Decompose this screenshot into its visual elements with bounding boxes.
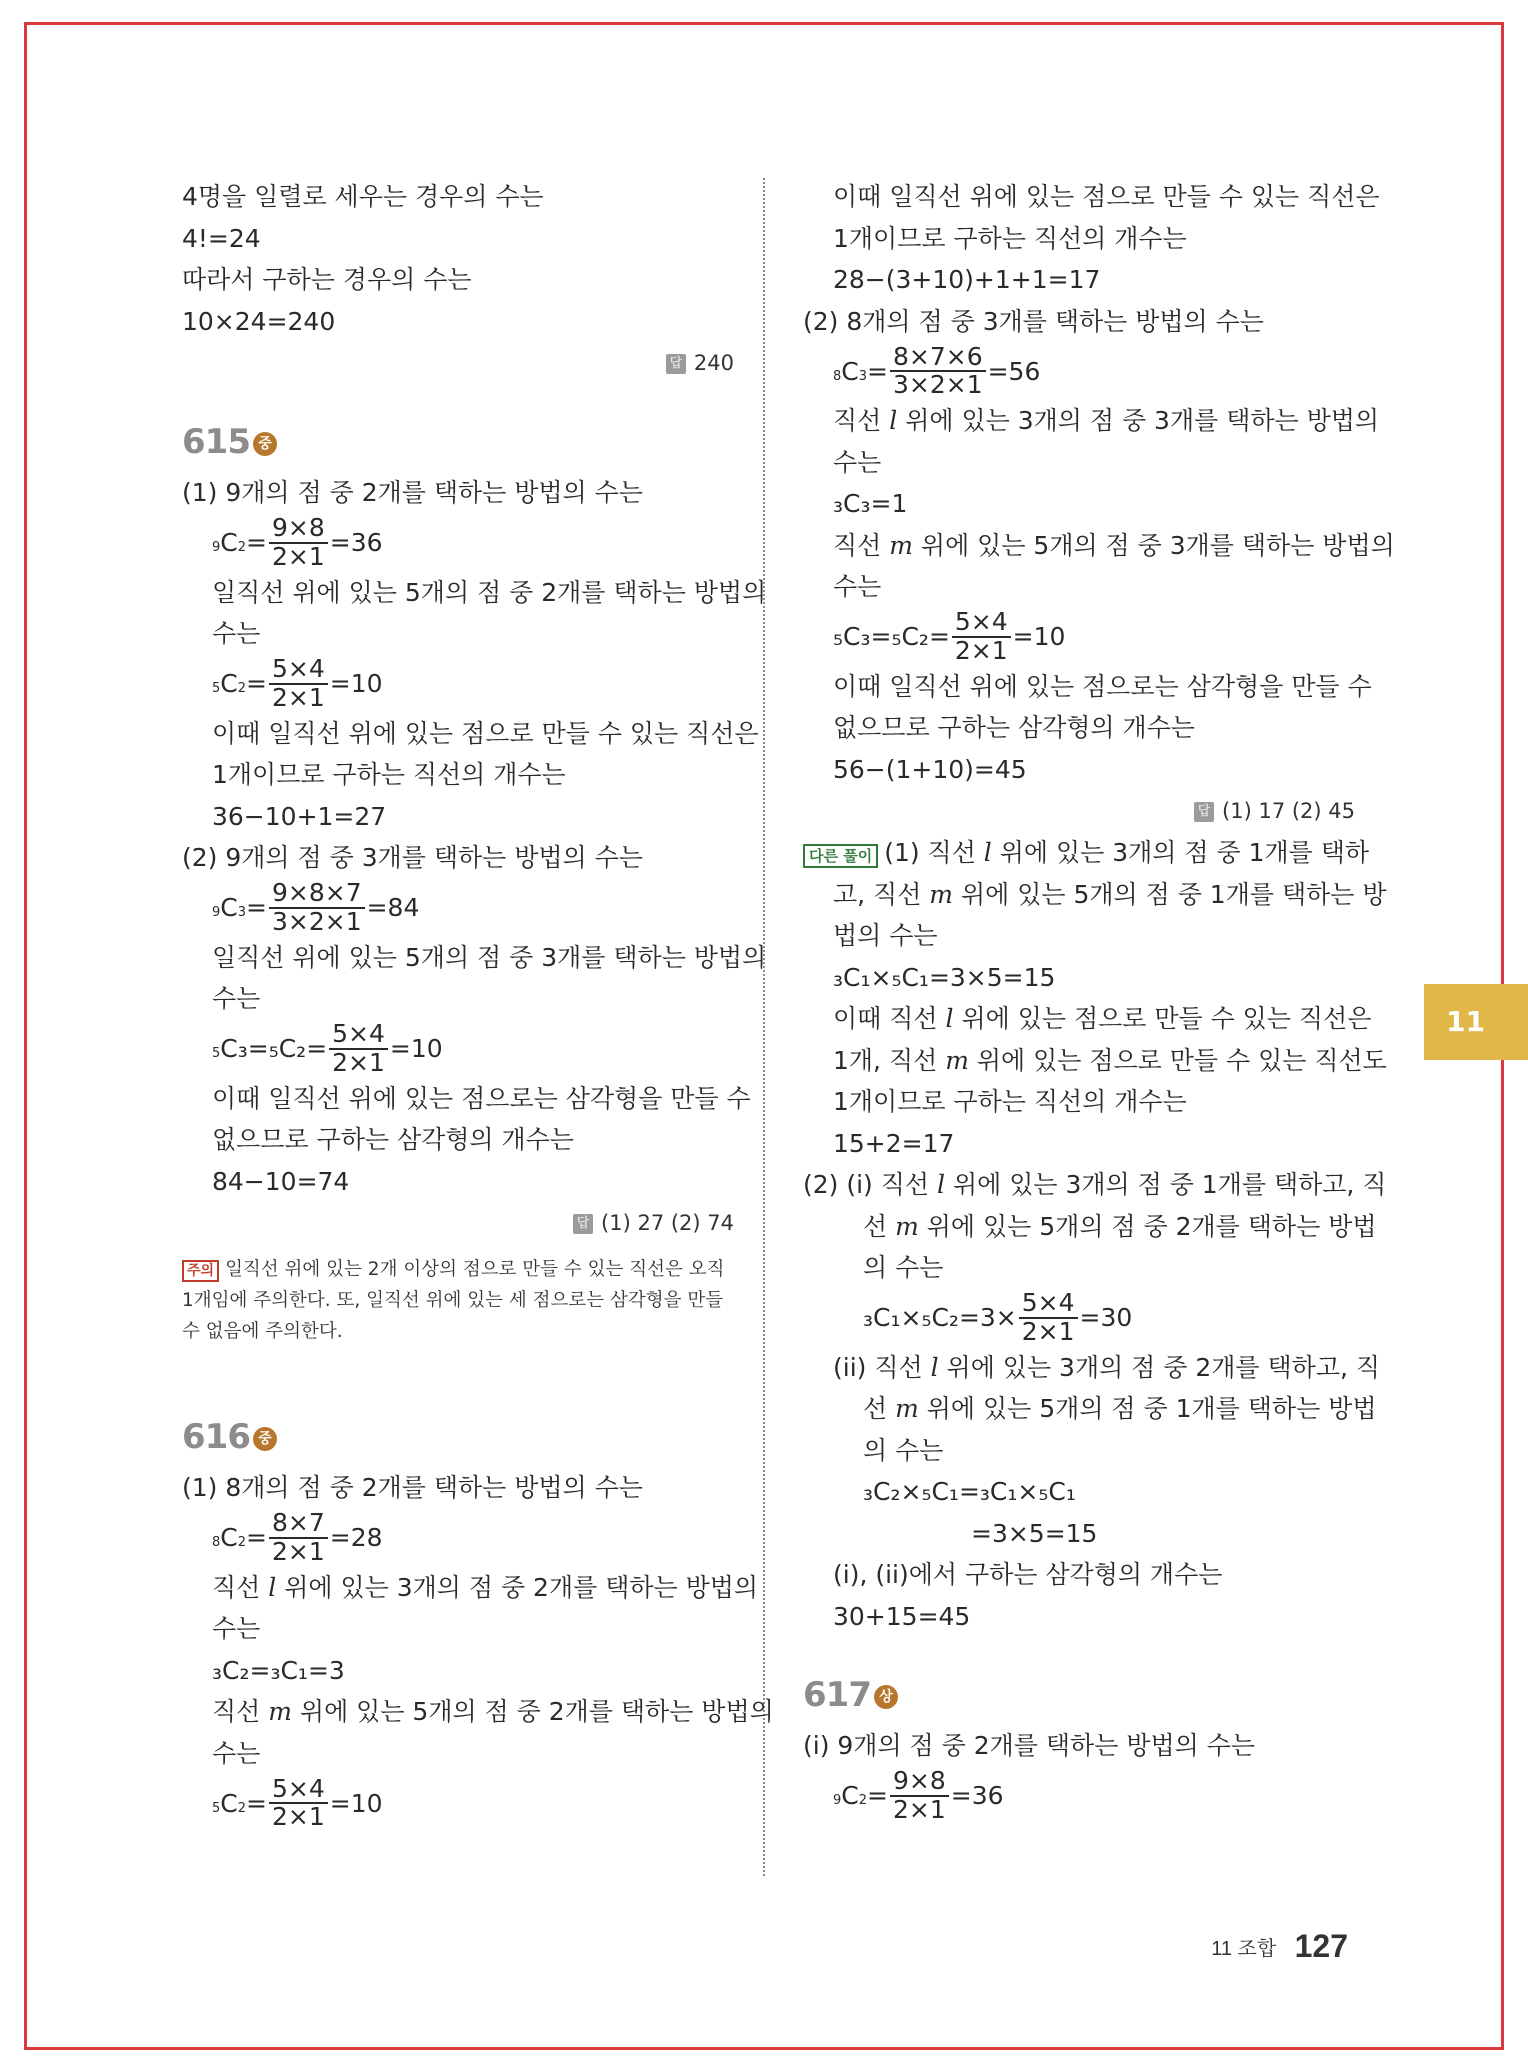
- formula-line: $_8$ C $_2$ = $\frac{8\times 7}{2\times 1}$ =28: [212, 1508, 383, 1566]
- text-line: (i) 9개의 점 중 2개를 택하는 방법의 수는: [803, 1731, 1255, 1760]
- text-line: 10×24=240: [182, 306, 336, 336]
- text-line: 1개이므로 구하는 직선의 개수는: [833, 1087, 1187, 1116]
- column-divider: [763, 178, 765, 1876]
- answer-text: (1) 27 (2) 74: [601, 1211, 734, 1235]
- alt-solution-tag: 다른 풀이: [803, 844, 878, 868]
- text-line: ₃C₁×₅C₁=3×5=15: [833, 962, 1056, 992]
- left-column: [182, 176, 774, 1832]
- text-line: (ii) 직선 l 위에 있는 3개의 점 중 2개를 택하고, 직: [833, 1352, 1381, 1382]
- text-line: 수는: [212, 1738, 261, 1768]
- text-line: (1) 8개의 점 중 2개를 택하는 방법의 수는: [182, 1473, 643, 1502]
- problem-number-617: [803, 1665, 1355, 1725]
- problem-number: 617: [803, 1675, 871, 1715]
- text-line: 56−(1+10)=45: [833, 754, 1027, 784]
- text-line: 이때 일직선 위에 있는 점으로 만들 수 있는 직선은: [212, 718, 759, 748]
- formula-line: $_5$ C₃=₅C₂= $\frac{5\times 4}{2\times 1}$ =10: [212, 1019, 443, 1077]
- text-line: 이때 직선 l 위에 있는 점으로 만들 수 있는 직선은: [833, 1004, 1372, 1033]
- difficulty-badge: 상: [874, 1685, 898, 1709]
- formula-line: $_9$ C $_3$ = $\frac{9\times 8\times 7}{3\times 2\times 1}$ =84: [212, 878, 420, 936]
- formula-line: $_9$ C $_2$ = $\frac{9\times 8}{2\times 1}$ =36: [833, 1766, 1004, 1824]
- text-line: 선 m 위에 있는 5개의 점 중 1개를 택하는 방법: [863, 1394, 1377, 1423]
- text-line: (2) 8개의 점 중 3개를 택하는 방법의 수는: [803, 306, 1264, 336]
- formula-line: $_9$ C $_2$ = $\frac{9\times 8}{2\times 1}$ =36: [212, 513, 383, 571]
- text-line: 없으므로 구하는 삼각형의 개수는: [833, 713, 1195, 742]
- text-line: 수는: [833, 572, 882, 601]
- formula-line: $_5$ C $_2$ = $\frac{5\times 4}{2\times 1}$ =10: [212, 654, 383, 712]
- text-line: 이때 일직선 위에 있는 점으로는 삼각형을 만들 수: [833, 671, 1372, 701]
- problem-number: 615: [182, 422, 250, 462]
- text-line: 없으므로 구하는 삼각형의 개수는: [212, 1125, 574, 1154]
- text-line: 따라서 구하는 경우의 수는: [182, 265, 472, 294]
- text-line: ₃C₂=₃C₁=3: [212, 1655, 345, 1685]
- problem-number: 616: [182, 1417, 250, 1457]
- answer-row: [803, 790, 1355, 832]
- formula-line: ₅C₃=₅C₂= $\frac{5\times 4}{2\times 1}$ =10: [833, 607, 1066, 665]
- text-line: 1개이므로 구하는 직선의 개수는: [212, 760, 566, 789]
- chapter-tab: 11: [1424, 984, 1528, 1060]
- problem-number-615: [182, 412, 734, 472]
- text-line: ₃C₃=1: [833, 489, 908, 518]
- text-line: (2) (i) 직선 l 위에 있는 3개의 점 중 1개를 택하고, 직: [803, 1170, 1387, 1199]
- text-line: 고, 직선 m 위에 있는 5개의 점 중 1개를 택하는 방: [833, 879, 1387, 909]
- answer-text: 240: [693, 351, 734, 375]
- text-line: (2) 9개의 점 중 3개를 택하는 방법의 수는: [182, 843, 643, 872]
- text-line: 의 수는: [863, 1253, 944, 1282]
- answer-text: (1) 17 (2) 45: [1222, 799, 1355, 823]
- text-line: 직선 m 위에 있는 5개의 점 중 2개를 택하는 방법의: [212, 1697, 774, 1726]
- answer-row: [182, 342, 734, 384]
- text-line: 직선 l 위에 있는 3개의 점 중 3개를 택하는 방법의: [833, 406, 1380, 435]
- formula-line: ₃C₁×₅C₂=3× $\frac{5\times 4}{2\times 1}$ =30: [863, 1288, 1133, 1346]
- text-line: 28−(3+10)+1+1=17: [833, 265, 1101, 294]
- answer-icon: 답: [666, 354, 686, 374]
- text-line: (i), (ii)에서 구하는 삼각형의 개수는: [833, 1560, 1223, 1589]
- text-line: 이때 일직선 위에 있는 점으로는 삼각형을 만들 수: [212, 1083, 751, 1113]
- text-line: 수는: [212, 1614, 261, 1643]
- difficulty-badge: 중: [253, 1427, 277, 1451]
- answer-icon: 답: [573, 1214, 593, 1234]
- caution-text: 일직선 위에 있는 2개 이상의 점으로 만들 수 있는 직선은 오직 1개임에 주의한다. 또, 일직선 위에 있는 세 점으로는 삼각형을 만들 수 없음에 주의한다.: [182, 1259, 725, 1342]
- text-line: 다른 풀이 (1) 직선 l 위에 있는 3개의 점 중 1개를 택하: [803, 832, 1355, 874]
- text-line: 1개, 직선 m 위에 있는 점으로 만들 수 있는 직선도: [833, 1045, 1387, 1075]
- text-line: 일직선 위에 있는 5개의 점 중 2개를 택하는 방법의: [212, 577, 767, 607]
- text-line: 수는: [212, 619, 261, 648]
- text-line: 법의 수는: [833, 921, 938, 950]
- text-line: 84−10=74: [212, 1166, 350, 1196]
- text-line: 4명을 일렬로 세우는 경우의 수는: [182, 182, 544, 211]
- text-line: =3×5=15: [971, 1518, 1098, 1548]
- text-line: ₃C₂×₅C₁=₃C₁×₅C₁: [863, 1477, 1076, 1506]
- page-number: 127: [1294, 1928, 1348, 1964]
- problem-number-616: [182, 1407, 734, 1467]
- text-line: 선 m 위에 있는 5개의 점 중 2개를 택하는 방법: [863, 1211, 1377, 1241]
- text-line: 수는: [212, 984, 261, 1013]
- page-footer: [1211, 1928, 1348, 1965]
- caution-tag: 주의: [182, 1260, 219, 1282]
- formula-line: $_8$ C $_3$ = $\frac{8\times 7\times 6}{3\times 2\times 1}$ =56: [833, 341, 1041, 399]
- answer-icon: 답: [1194, 802, 1214, 822]
- text-line: 이때 일직선 위에 있는 점으로 만들 수 있는 직선은: [833, 182, 1380, 211]
- text-line: 15+2=17: [833, 1128, 955, 1158]
- caution-note: [182, 1254, 734, 1347]
- chapter-title: 11 조합: [1211, 1938, 1277, 1960]
- difficulty-badge: 중: [253, 432, 277, 456]
- text-line: 36−10+1=27: [212, 801, 387, 831]
- text-line: 직선 l 위에 있는 3개의 점 중 2개를 택하는 방법의: [212, 1572, 759, 1602]
- answer-row: [182, 1202, 734, 1244]
- text-line: 일직선 위에 있는 5개의 점 중 3개를 택하는 방법의: [212, 942, 767, 972]
- text-line: 30+15=45: [833, 1601, 971, 1631]
- text-line: 4!=24: [182, 223, 261, 253]
- text-line: 수는: [833, 447, 882, 477]
- formula-line: $_5$ C $_2$ = $\frac{5\times 4}{2\times 1}$ =10: [212, 1773, 383, 1831]
- text-line: (1) 9개의 점 중 2개를 택하는 방법의 수는: [182, 478, 643, 507]
- text-line: 1개이므로 구하는 직선의 개수는: [833, 223, 1187, 253]
- right-column: [803, 176, 1395, 1825]
- text-line: 의 수는: [863, 1435, 944, 1465]
- text-line: 직선 m 위에 있는 5개의 점 중 3개를 택하는 방법의: [833, 530, 1395, 560]
